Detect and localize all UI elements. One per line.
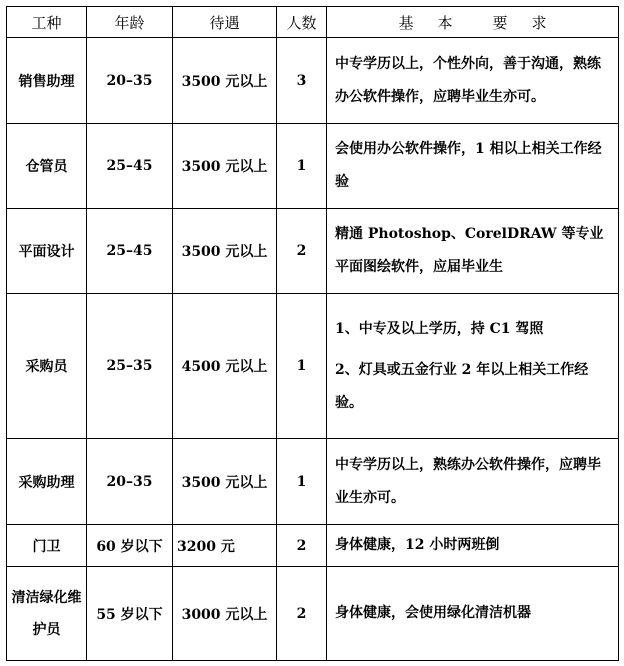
table-row: [7, 525, 619, 567]
header-job: 工种: [7, 7, 87, 38]
table-row: [7, 38, 619, 124]
cell-salary: 3500 元以上: [173, 38, 277, 124]
table-row: [7, 124, 619, 209]
cell-job: 清洁绿化维护员: [7, 567, 87, 661]
cell-requirements: [327, 525, 619, 567]
cell-job: 采购助理: [7, 439, 87, 525]
requirement-text: 身体健康，会使用绿化清洁机器: [335, 605, 531, 621]
header-req-char: 本: [437, 13, 453, 32]
header-age: 年龄: [87, 7, 173, 38]
cell-salary: 3500 元以上: [173, 439, 277, 525]
header-req-char: 要: [492, 13, 508, 32]
cell-count: 3: [277, 38, 327, 124]
requirement-text: 精通 Photoshop、CorelDRAW 等专业平面图绘软件，应届毕业生: [335, 226, 604, 275]
cell-requirements: [327, 567, 619, 661]
cell-age: 25–45: [87, 124, 173, 209]
cell-job: 采购员: [7, 294, 87, 439]
cell-count: 1: [277, 439, 327, 525]
cell-requirements: [327, 38, 619, 124]
cell-requirements: [327, 209, 619, 294]
table-row: [7, 294, 619, 439]
cell-count: 2: [277, 209, 327, 294]
table-row: [7, 439, 619, 525]
cell-age: 60 岁以下: [87, 525, 173, 567]
cell-requirements: [327, 439, 619, 525]
requirement-text: 中专学历以上，个性外向，善于沟通，熟练办公软件操作，应聘毕业生亦可。: [335, 55, 601, 105]
cell-job: 平面设计: [7, 209, 87, 294]
cell-salary: 3500 元以上: [173, 124, 277, 209]
cell-salary: 4500 元以上: [173, 294, 277, 439]
cell-count: 1: [277, 294, 327, 439]
header-requirements: [327, 7, 619, 38]
header-req-char: 基: [398, 13, 414, 32]
cell-age: 25–35: [87, 294, 173, 439]
cell-count: 2: [277, 525, 327, 567]
cell-count: 1: [277, 124, 327, 209]
cell-count: 2: [277, 567, 327, 661]
cell-requirements: [327, 124, 619, 209]
cell-salary: 3200 元: [173, 525, 277, 567]
cell-age: 25–45: [87, 209, 173, 294]
requirement-text: 中专学历以上，熟练办公软件操作，应聘毕业生亦可。: [335, 456, 601, 506]
cell-job: 门卫: [7, 525, 87, 567]
cell-salary: 3500 元以上: [173, 209, 277, 294]
cell-job: 仓管员: [7, 124, 87, 209]
cell-age: 20–35: [87, 439, 173, 525]
requirement-text: 身体健康，12 小时两班倒: [335, 537, 500, 553]
requirement-text: 会使用办公软件操作，1 相以上相关工作经验: [335, 141, 602, 190]
cell-requirements: [327, 294, 619, 439]
header-count: 人数: [277, 7, 327, 38]
table-row: [7, 209, 619, 294]
header-row: [7, 7, 619, 38]
table-row: [7, 567, 619, 661]
cell-age: 20–35: [87, 38, 173, 124]
header-req-char: 求: [531, 13, 547, 32]
requirement-text: 2、灯具或五金行业 2 年以上相关工作经验。: [335, 361, 589, 411]
cell-age: 55 岁以下: [87, 567, 173, 661]
cell-job: 销售助理: [7, 38, 87, 124]
cell-salary: 3000 元以上: [173, 567, 277, 661]
requirement-text: 1、中专及以上学历，持 C1 驾照: [335, 320, 544, 337]
header-salary: 待遇: [173, 7, 277, 38]
recruitment-table: [6, 6, 619, 661]
